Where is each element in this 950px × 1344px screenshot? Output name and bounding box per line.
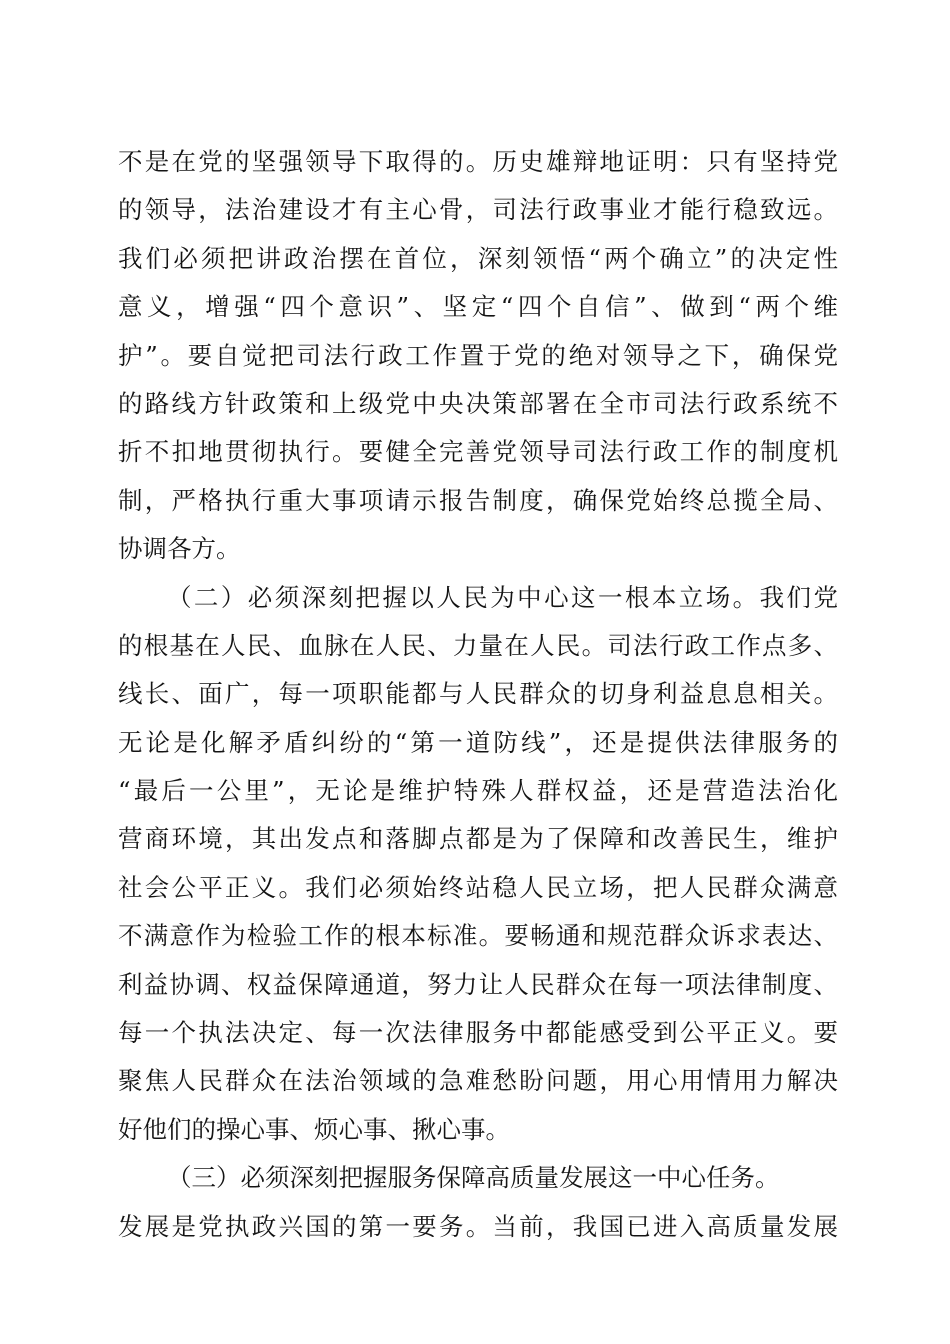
text-line: 无论是化解矛盾纠纷的“第一道防线”，还是提供法律服务的 — [118, 727, 838, 757]
text-line: 的路线方针政策和上级党中央决策部署在全市司法行政系统不 — [118, 388, 838, 418]
text-line: 社会公平正义。我们必须始终站稳人民立场，把人民群众满意 — [118, 872, 838, 902]
text-line: 不是在党的坚强领导下取得的。历史雄辩地证明：只有坚持党 — [118, 147, 838, 176]
text-line: 线长、面广，每一项职能都与人民群众的切身利益息息相关。 — [118, 679, 838, 709]
text-line: 聚焦人民群众在法治领域的急难愁盼问题，用心用情用力解决 — [118, 1066, 838, 1096]
text-line: 制，严格执行重大事项请示报告制度，确保党始终总揽全局、 — [118, 485, 838, 515]
text-line: 护”。要自觉把司法行政工作置于党的绝对领导之下，确保党 — [118, 340, 838, 370]
text-line: 好他们的操心事、烦心事、揪心事。 — [118, 1114, 510, 1144]
text-line: 的根基在人民、血脉在人民、力量在人民。司法行政工作点多、 — [118, 630, 838, 660]
text-line: 意义，增强“四个意识”、坚定“四个自信”、做到“两个维 — [118, 292, 838, 322]
text-line: 不满意作为检验工作的根本标准。要畅通和规范群众诉求表达、 — [118, 921, 838, 951]
text-line: 折不扣地贯彻执行。要健全完善党领导司法行政工作的制度机 — [118, 437, 838, 467]
section-heading-line: （二）必须深刻把握以人民为中心这一根本立场。我们党 — [167, 582, 838, 612]
text-line: 每一个执法决定、每一次法律服务中都能感受到公平正义。要 — [118, 1018, 838, 1048]
body-text — [118, 138, 838, 1251]
text-line: 我们必须把讲政治摆在首位，深刻领悟“两个确立”的决定性 — [118, 243, 838, 273]
text-line: 发展是党执政兴国的第一要务。当前，我国已进入高质量发展 — [118, 1211, 838, 1241]
text-line: 协调各方。 — [118, 534, 241, 564]
text-line: 营商环境，其出发点和落脚点都是为了保障和改善民生，维护 — [118, 824, 838, 854]
text-line: “最后一公里”，无论是维护特殊人群权益，还是营造法治化 — [118, 776, 838, 806]
text-line: 的领导，法治建设才有主心骨，司法行政事业才能行稳致远。 — [118, 195, 838, 225]
text-line: 利益协调、权益保障通道，努力让人民群众在每一项法律制度、 — [118, 969, 838, 999]
section-heading-line: （三）必须深刻把握服务保障高质量发展这一中心任务。 — [167, 1163, 780, 1193]
